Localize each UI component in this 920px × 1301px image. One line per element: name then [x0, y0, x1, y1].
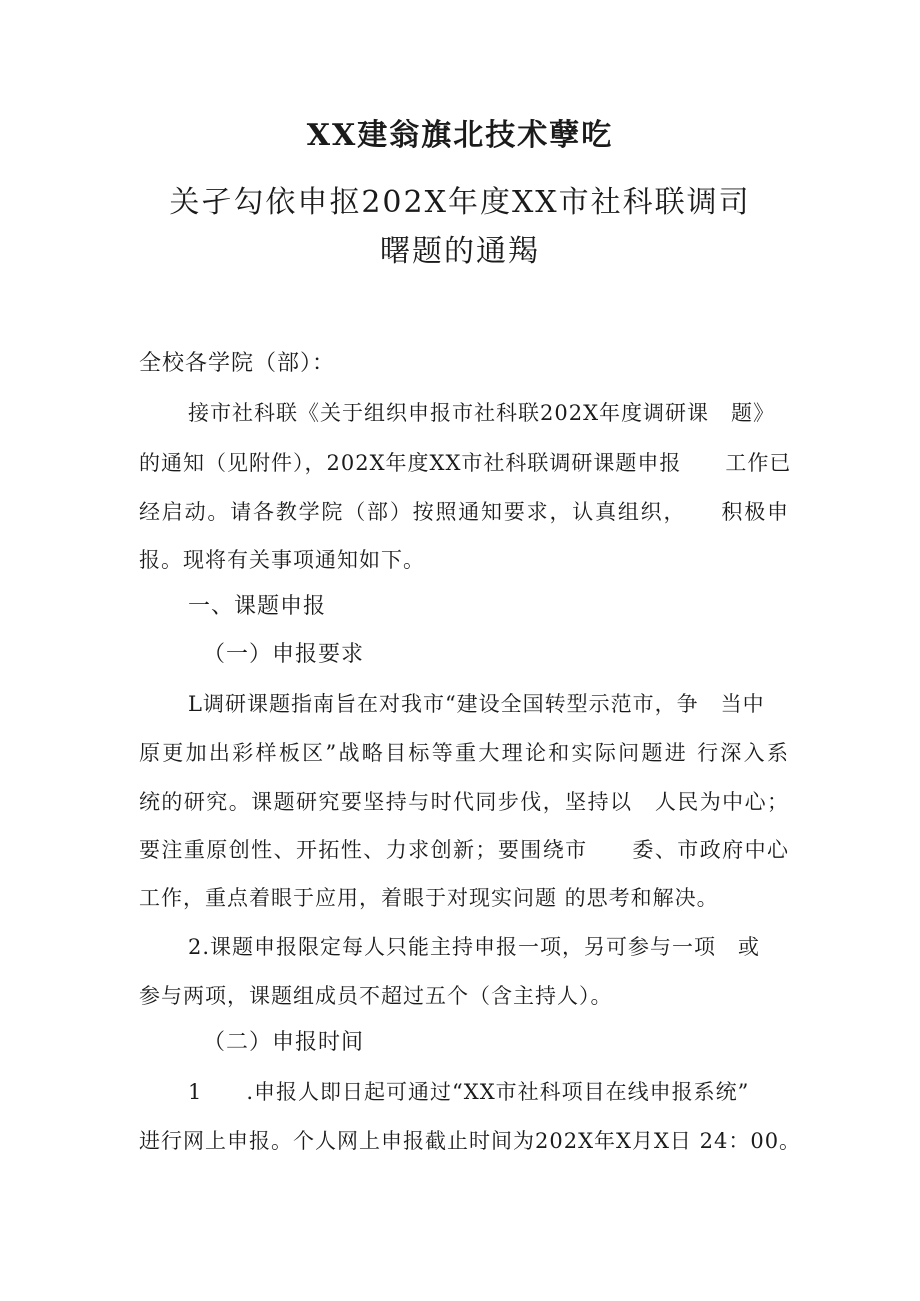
- paragraph-1-line-3: 经启动。请各教学院（部）按照通知要求，认真组织， 积极申: [139, 500, 789, 524]
- section-heading-1: 一、课题申报: [188, 594, 327, 619]
- salutation: 全校各学院（部）：: [139, 351, 336, 376]
- paragraph-2-line-1: L调研课题指南旨在对我市“建设全国转型示范市，争 当中: [188, 692, 765, 716]
- paragraph-2-line-2: 原更加出彩样板区”战略目标等重大理论和实际问题进 行深入系: [139, 741, 789, 765]
- document-title-line-2: 关孑勾依申抠202X年度XX市社科联调司: [169, 185, 751, 220]
- paragraph-1-line-4: 报。现将有关事项通知如下。: [139, 548, 425, 572]
- document-title-line-3: 曙题的通羯: [380, 234, 540, 269]
- document-title-line-1: XX建翁旗北技术孽吃: [306, 118, 614, 153]
- subsection-heading-1: （一）申报要求: [203, 642, 365, 667]
- paragraph-1-line-2: 的通知（见附件），202X年度XX市社科联调研课题申报 工作已: [139, 451, 792, 475]
- subsection-heading-2: （二）申报时间: [203, 1030, 365, 1055]
- paragraph-4-line-1: 1 .申报人即日起可通过“XX市社科项目在线申报系统”: [188, 1080, 750, 1104]
- paragraph-2-line-3: 统的研究。课题研究要坚持与时代同步伐，坚持以 人民为中心；: [139, 790, 789, 814]
- paragraph-1-line-1: 接市社科联《关于组织申报市社科联202X年度调研课 题》: [188, 401, 776, 425]
- paragraph-4-line-2: 进行网上申报。个人网上申报截止时间为202X年X月X日 24：00。: [139, 1129, 802, 1153]
- paragraph-3-line-2: 参与两项，课题组成员不超过五个（含主持人）。: [139, 984, 613, 1008]
- paragraph-2-line-4: 要注重原创性、开拓性、力求创新；要围绕市 委、市政府中心: [139, 838, 789, 862]
- paragraph-2-line-5: 工作，重点着眼于应用，着眼于对现实问题 的思考和解决。: [139, 886, 719, 910]
- paragraph-3-line-1: 2.课题申报限定每人只能主持申报一项，另可参与一项 或: [188, 935, 761, 959]
